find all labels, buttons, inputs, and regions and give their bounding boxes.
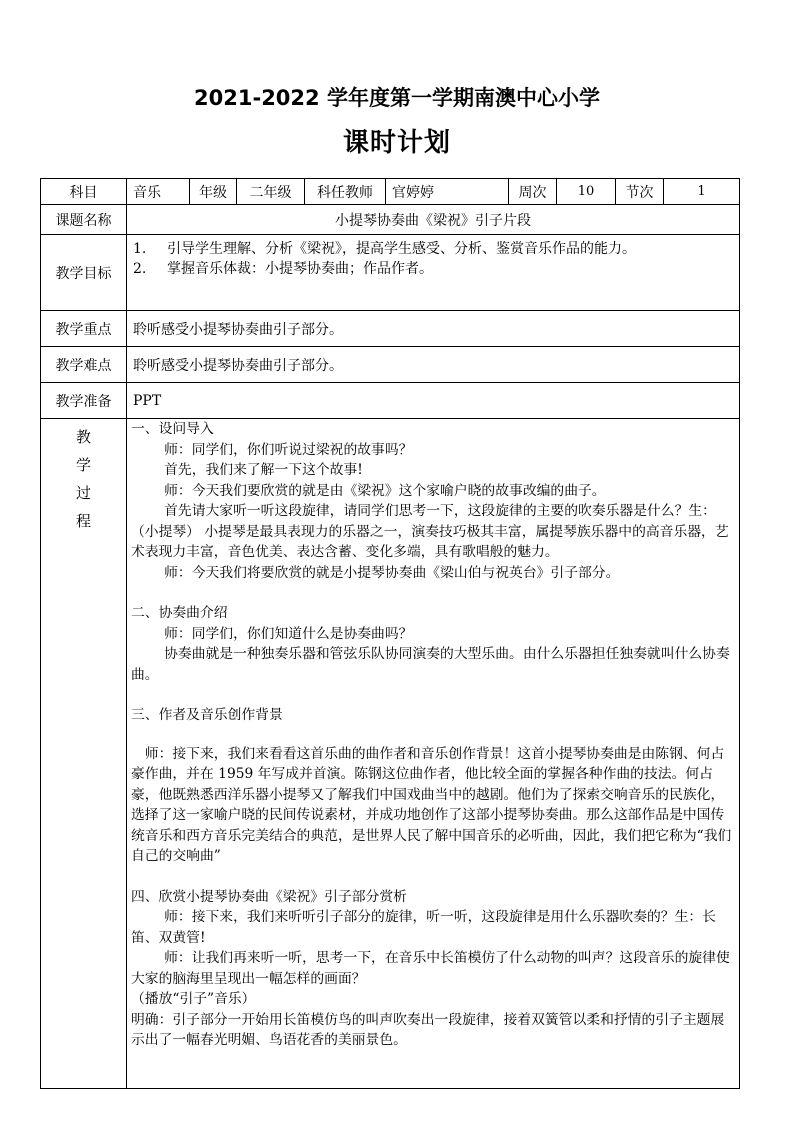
objective-item [133,239,733,259]
paragraph: 首先，我们来了解一下这个故事! [164,462,363,478]
paragraph: 师：让我们再来听一听，思考一下，在音乐中长笛模仿了什么动物的叫声？这段音乐的旋律使大家的脑海里呈现出一幅怎样的画面？ [131,950,730,987]
paragraph: 师：接下来，我们来看看这首乐曲的曲作者和音乐创作背景！这首小提琴协奏曲是由陈钢、何占豪作曲，并在 1959 年写成并首演。陈钢这位曲作者，他比较全面的掌握各种作曲的技法。何占豪，他既熟悉西洋乐器小提琴又了解我们中国戏曲当中的越剧。他们为了探索交响音乐的民族化，选择了这一家喻户晓的民间传说素材，并成功地创作了这部小提琴协奏曲。那么这部作品是中国传统音乐和西方音乐完美结合的典范，是世界人民了解中国音乐的必听曲，因此，我们把它称为“我们自己的交响曲” [131,745,732,864]
paragraph: 明确：引子部分一开始用长笛模仿鸟的叫声吹奏出一段旋律，接着双簧管以柔和抒情的引子主题展示出了一幅春光明媚、鸟语花香的美丽景色。 [131,1011,725,1048]
week-value: 10 [557,179,616,205]
key-point-label: 教学重点 [41,311,127,347]
paragraph: 协奏曲就是一种独奏乐器和管弦乐队协同演奏的大型乐曲。由什么乐器担任独奏就叫什么协奏曲。 [131,646,730,683]
paragraph: 师：今天我们要欣赏的就是由《梁祝》这个家喻户晓的故事改编的曲子。 [164,482,606,499]
prep-row [41,383,740,419]
objective-item [133,259,733,279]
objective-text: 掌握音乐体裁：小提琴协奏曲；作品作者。 [167,261,433,277]
paragraph: 师：接下来，我们来听听引子部分的旋律，听一听，这段旋律是用什么乐器吹奏的？生：长笛、双黄管! [131,909,716,946]
objective-number: 1. [133,241,147,257]
objectives-row [41,235,740,311]
process-label-char: 学 [75,456,91,474]
objectives-list [127,235,740,311]
objective-number: 2. [133,261,147,277]
week-label: 周次 [509,179,557,205]
process-content [127,419,740,1089]
section-2-title: 二、协奏曲介绍 [131,605,228,621]
process-label-char: 过 [75,484,91,502]
topic-row [41,205,740,235]
page-title: 课时计划 [342,128,451,158]
difficulty-label: 教学难点 [41,347,127,383]
process-label-char: 程 [75,512,91,530]
objective-text: 引导学生理解、分析《梁祝》，提高学生感受、分析、鉴赏音乐作品的能力。 [167,241,636,257]
difficulty-value: 聆听感受小提琴协奏曲引子部分。 [127,347,740,383]
objectives-label: 教学目标 [41,235,127,311]
paragraph: （播放“引子”音乐） [131,991,256,1007]
topic-value: 小提琴协奏曲《梁祝》引子片段 [127,205,740,235]
prep-value: PPT [127,383,740,419]
prep-label: 教学准备 [41,383,127,419]
section-4-title: 四、欣赏小提琴协奏曲《梁祝》引子部分赏析 [131,888,407,905]
key-row [41,311,740,347]
period-value: 1 [664,179,740,205]
info-row [41,179,740,205]
grade-label: 年级 [190,179,237,205]
subject-value: 音乐 [127,179,190,205]
school-term-title: 2021-2022 学年度第一学期南澳中心小学 [194,86,600,110]
process-row [41,419,740,1089]
period-label: 节次 [616,179,664,205]
paragraph: 师：同学们，你们知道什么是协奏曲吗？ [164,625,413,642]
teacher-label: 科任教师 [305,179,386,205]
subject-label: 科目 [41,179,127,205]
paragraph: 首先请大家听一听这段旋律，请同学们思考一下，这段旋律的主要的吹奏乐器是什么？生：（小提琴） 小提琴是最具表现力的乐器之一，演奏技巧极其丰富，属提琴族乐器中的高音乐器，艺术表现力丰富，音色优美、表达含蓄、变化多端，具有歌唱般的魅力。 [131,503,729,560]
process-label-char: 教 [75,428,91,446]
teacher-value: 官婷婷 [386,179,509,205]
key-point-value: 聆听感受小提琴协奏曲引子部分。 [127,311,740,347]
paragraph: 师：同学们，你们听说过梁祝的故事吗？ [164,441,413,458]
process-label [41,419,127,1089]
paragraph: 师：今天我们将要欣赏的就是小提琴协奏曲《梁山伯与祝英台》引子部分。 [164,564,620,581]
spacer [131,726,735,744]
grade-value: 二年级 [237,179,305,205]
difficulty-row [41,347,740,383]
topic-label: 课题名称 [41,205,127,235]
section-3-title: 三、作者及音乐创作背景 [131,707,283,723]
section-1-title: 一、设问导入 [131,421,214,437]
lesson-plan-table [40,178,740,1089]
